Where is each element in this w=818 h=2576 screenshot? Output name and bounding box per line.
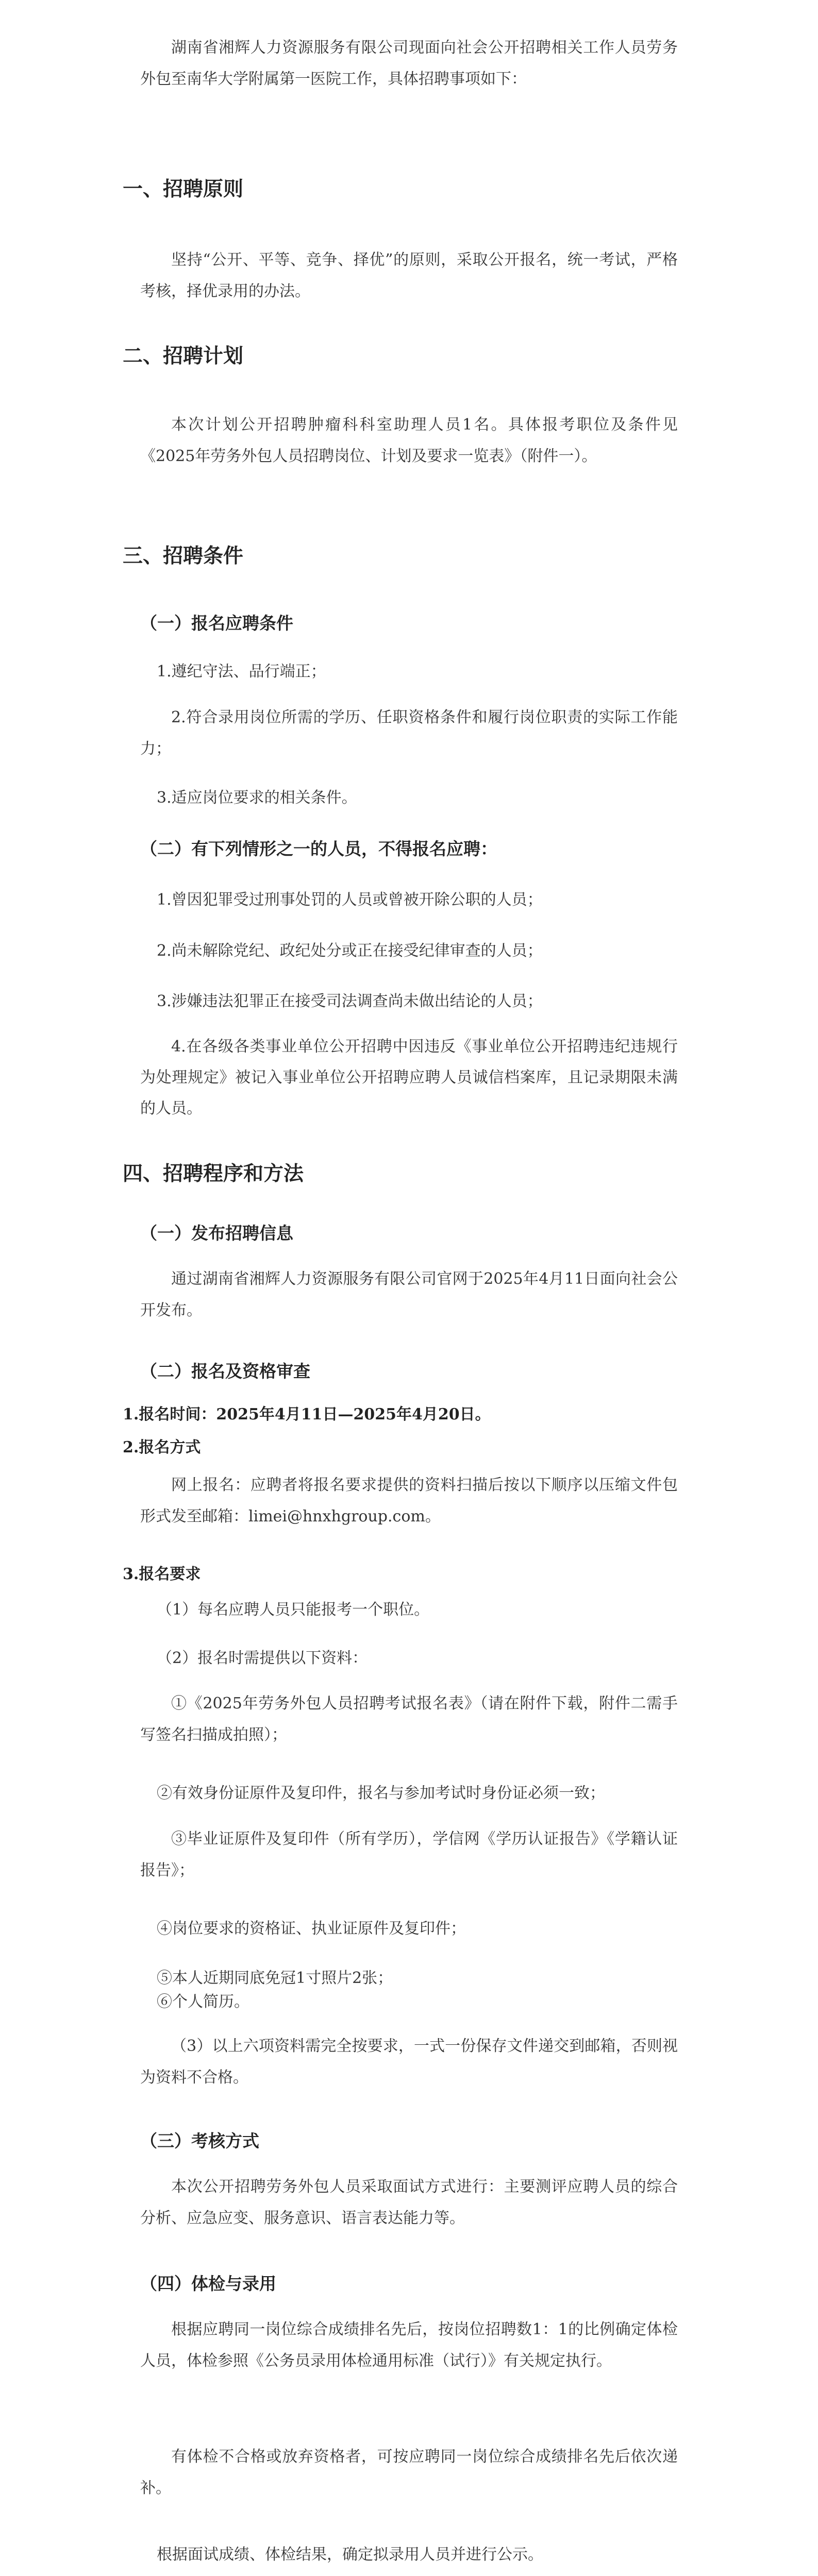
section-1-text: 坚持“公开、平等、竞争、择优”的原则，采取公开报名，统一考试，严格考核，择优录用的办法。 [140, 251, 678, 300]
section-4-sub-3-text: 本次公开招聘劳务外包人员采取面试方式进行：主要测评应聘人员的综合分析、应急应变、服务意识、语言表达能力等。 [140, 2178, 678, 2227]
document-item: ④岗位要求的资格证、执业证原件及复印件； [157, 1920, 466, 1938]
section-3-sub-1-item: 1.遵纪守法、品行端正； [157, 663, 326, 681]
section-3-sub-2-item: 2.尚未解除党纪、政纪处分或正在接受纪律审查的人员； [157, 942, 543, 960]
section-3-sub-2-item: 1.曾因犯罪受过刑事处罚的人员或曾被开除公职的人员； [157, 891, 543, 909]
document-item: ①《2025年劳务外包人员招聘考试报名表》（请在附件下载，附件二需手写签名扫描成拍照）； [140, 1694, 678, 1744]
document-item: ③毕业证原件及复印件（所有学历），学信网《学历认证报告》《学籍认证报告》； [140, 1830, 678, 1879]
section-3-sub-2-item: 3.涉嫌违法犯罪正在接受司法调查尚未做出结论的人员； [157, 992, 543, 1010]
medical-exam-paragraph: 根据应聘同一岗位综合成绩排名先后，按岗位招聘数1：1的比例确定体检人员，体检参照《公务员录用体检通用标准（试行）》有关规定执行。 [140, 2320, 678, 2370]
section-4-sub-3-heading: （三）考核方式 [140, 2131, 259, 2151]
section-3-sub-1-heading: （一）报名应聘条件 [140, 613, 293, 633]
registration-method-heading: 2.报名方式 [123, 1438, 201, 1456]
registration-requirements-heading: 3.报名要求 [123, 1565, 201, 1583]
section-4-sub-1-heading: （一）发布招聘信息 [140, 1223, 293, 1243]
requirement-item: （1）每名应聘人员只能报考一个职位。 [157, 1601, 430, 1619]
section-4-sub-4-heading: （四）体检与录用 [140, 2274, 276, 2294]
document-item: ②有效身份证原件及复印件，报名与参加考试时身份证必须一致； [157, 1784, 605, 1802]
medical-exam-paragraph: 根据面试成绩、体检结果，确定拟录用人员并进行公示。 [157, 2546, 543, 2564]
intro-paragraph: 湖南省湘辉人力资源服务有限公司现面向社会公开招聘相关工作人员劳务外包至南华大学附属第一医院工作，具体招聘事项如下： [140, 39, 678, 88]
document-item: ⑥个人简历。 [157, 1993, 249, 2011]
section-3-sub-1-item: 3.适应岗位要求的相关条件。 [157, 789, 357, 807]
registration-time-label: 1.报名时间： [123, 1405, 216, 1423]
section-2-heading: 二、招聘计划 [123, 344, 244, 368]
section-4-sub-2-heading: （二）报名及资格审查 [140, 1361, 310, 1381]
requirement-item: （2）报名时需提供以下资料： [157, 1649, 368, 1667]
section-4-heading: 四、招聘程序和方法 [123, 1162, 304, 1185]
registration-time [123, 1403, 491, 1426]
registration-method-text: 网上报名：应聘者将报名要求提供的资料扫描后按以下顺序以压缩文件包形式发至邮箱：limei@hnxhgroup.com。 [140, 1476, 678, 1526]
section-3-heading: 三、招聘条件 [123, 544, 244, 568]
section-3-sub-2-heading: （二）有下列情形之一的人员，不得报名应聘： [140, 839, 497, 859]
medical-exam-paragraph: 有体检不合格或放弃资格者，可按应聘同一岗位综合成绩排名先后依次递补。 [140, 2448, 678, 2497]
section-4-sub-1-text: 通过湖南省湘辉人力资源服务有限公司官网于2025年4月11日面向社会公开发布。 [140, 1270, 678, 1319]
requirement-item: （3）以上六项资料需完全按要求，一式一份保存文件递交到邮箱，否则视为资料不合格。 [140, 2037, 678, 2087]
document-item: ⑤本人近期同底免冠1寸照片2张； [157, 1969, 393, 1987]
section-2-text: 本次计划公开招聘肿瘤科科室助理人员1名。具体报考职位及条件见《2025年劳务外包人员招聘岗位、计划及要求一览表》（附件一）。 [140, 416, 678, 465]
section-1-heading: 一、招聘原则 [123, 177, 244, 201]
section-3-sub-1-item: 2.符合录用岗位所需的学历、任职资格条件和履行岗位职责的实际工作能力； [140, 708, 678, 758]
registration-time-value: 2025年4月11日—2025年4月20日。 [216, 1405, 491, 1423]
section-3-sub-2-item: 4.在各级各类事业单位公开招聘中因违反《事业单位公开招聘违纪违规行为处理规定》被记入事业单位公开招聘应聘人员诚信档案库，且记录期限未满的人员。 [140, 1038, 678, 1117]
